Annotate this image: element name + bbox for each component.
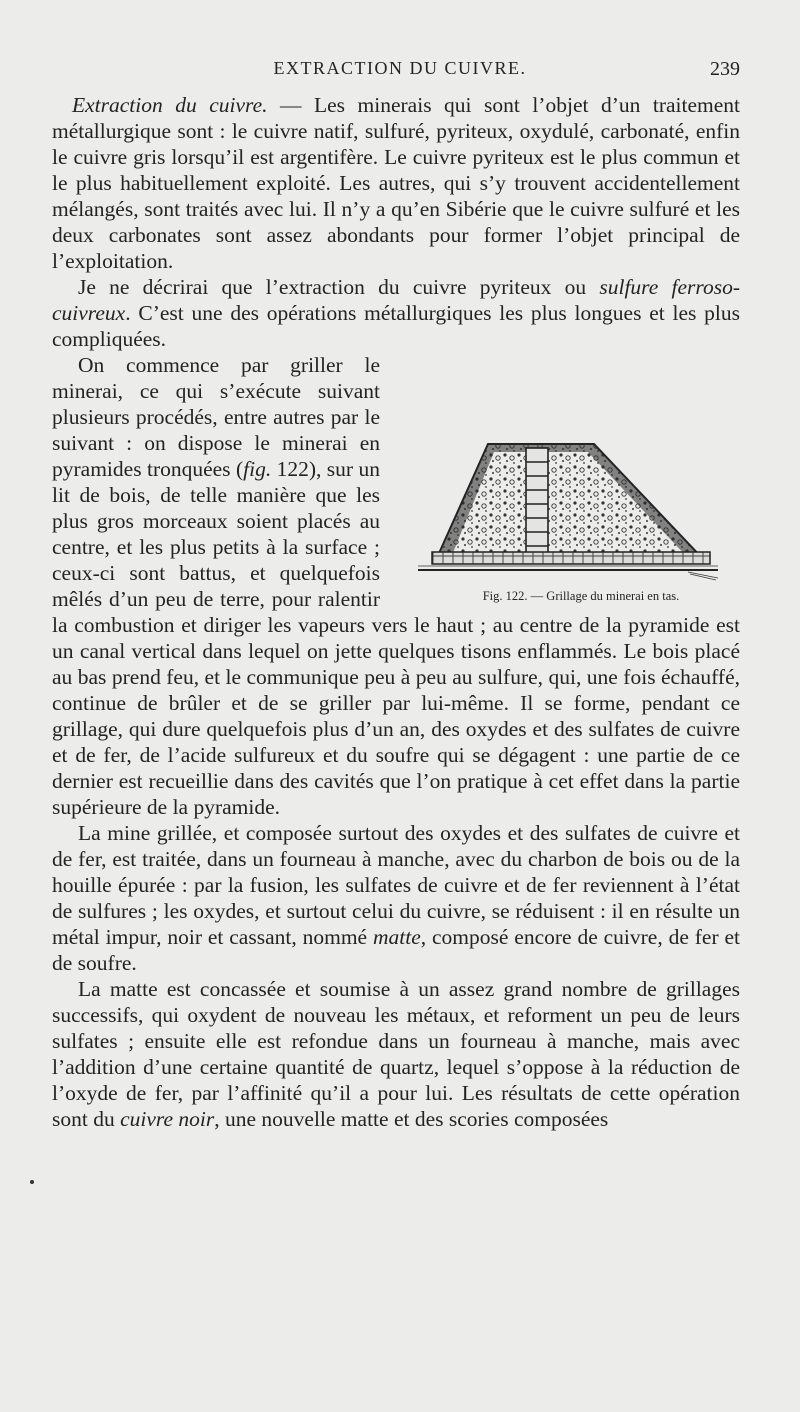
figure-122: [396, 440, 740, 604]
paragraph-grillage: [52, 352, 740, 820]
paragraph-matte: [52, 820, 740, 976]
paragraph-text: . C’est une des opérations métallurgiques les plus longues et les plus compliquées.: [52, 301, 740, 351]
paragraph-text: — Les minerais qui sont l’objet d’un traitement métallurgique sont : le cuivre natif, sulfuré, pyriteux, oxydulé, carbonaté, enfin le cuivre gris lorsqu’il est argentifère. Le cuivre pyriteux est le plus commun et le plus habituellement exploité. Les autres, qui s’y trouvent accidentellement mélangés, sont traités avec lui. Il n’y a qu’en Sibérie que le cuivre sulfuré et les deux carbonates sont assez abondants pour former l’objet principal de l’exploitation.: [52, 93, 740, 273]
italic-term: sulfure ferroso-cuivreux: [52, 275, 740, 325]
caption-text: — Grillage du minerai en tas.: [527, 589, 680, 603]
italic-term: matte: [372, 925, 421, 949]
paragraph-text: 122), sur un lit de bois, de telle manière que les plus gros morceaux soient placés au centre, et les plus petits à la surface ; ceux-ci sont battus, et quelquefois mêlés d’un peu de terre, pour ralentir la combustion et diriger les vapeurs vers le haut ; au centre de la pyramide est un canal vertical dans lequel on jette quelques tisons enflammés. Le bois placé au bas prend feu, et le communique peu à peu au sulfure, qui, une fois échauffé, continue de brûler et de se griller par lui-même. Il se forme, pendant ce grillage, qui dure quelquefois plus d’un an, des oxydes et des sulfates de cuivre et de fer, de l’acide sulfureux et du soufre qui se dégagent : une partie de ce dernier est recueillie dans des cavités que l’on pratique à cet effet dans la partie supérieure de la pyramide.: [52, 457, 740, 819]
italic-term: cuivre noir: [120, 1107, 215, 1131]
figure-label: Fig. 122.: [482, 589, 528, 603]
paragraph-text: Je ne décrirai que l’extraction du cuivre pyriteux ou: [78, 275, 600, 299]
figure-caption: [396, 588, 740, 604]
page-number: 239: [710, 58, 740, 80]
roasting-pyramid-illustration: [418, 440, 718, 586]
body-text: [52, 92, 740, 1132]
paragraph-extraction: [52, 92, 740, 274]
wood-bed: [432, 552, 710, 564]
paragraph-text: La mine grillée, et composée surtout des oxydes et des sulfates de cuivre et de fer, est traitée, dans un fourneau à manche, avec du charbon de bois ou de la houille épurée : par la fusion, les sulfates de cuivre et de fer reviennent à l’état de sulfures ; les oxydes, et surtout celui du cuivre, se réduisent : il en résulte un métal impur, noir et cassant, nommé: [52, 821, 740, 949]
paragraph-pyriteux: [52, 274, 740, 352]
margin-mark: [30, 1180, 34, 1184]
running-title: EXTRACTION DU CUIVRE.: [273, 58, 527, 78]
page-header: [60, 58, 740, 88]
paragraph-text: , une nouvelle matte et des scories composées: [214, 1107, 609, 1131]
paragraph-text: La matte est concassée et soumise à un assez grand nombre de grillages successifs, qui oxydent de nouveau les métaux, et reforment un peu de leurs sulfates ; ensuite elle est refondue dans un fourneau à manche, mais avec l’addition d’une certaine quantité de quartz, lequel s’oppose à la réduction de l’oxyde de fer, par l’affinité qu’il a pour lui. Les résultats de cette opération sont du: [52, 977, 740, 1131]
figure-reference: fig.: [243, 457, 272, 481]
paragraph-text: , composé encore de cuivre, de fer et de soufre.: [52, 925, 740, 975]
central-chimney: [526, 448, 548, 556]
section-lead: Extraction du cuivre.: [72, 93, 268, 117]
paragraph-text: On commence par griller le minerai, ce qui s’exécute suivant plusieurs procédés, entre autres par le suivant : on dispose le minerai en pyramides tronquées (: [52, 353, 380, 481]
paragraph-cuivre-noir: [52, 976, 740, 1132]
pyramid-mass: [436, 444, 704, 560]
